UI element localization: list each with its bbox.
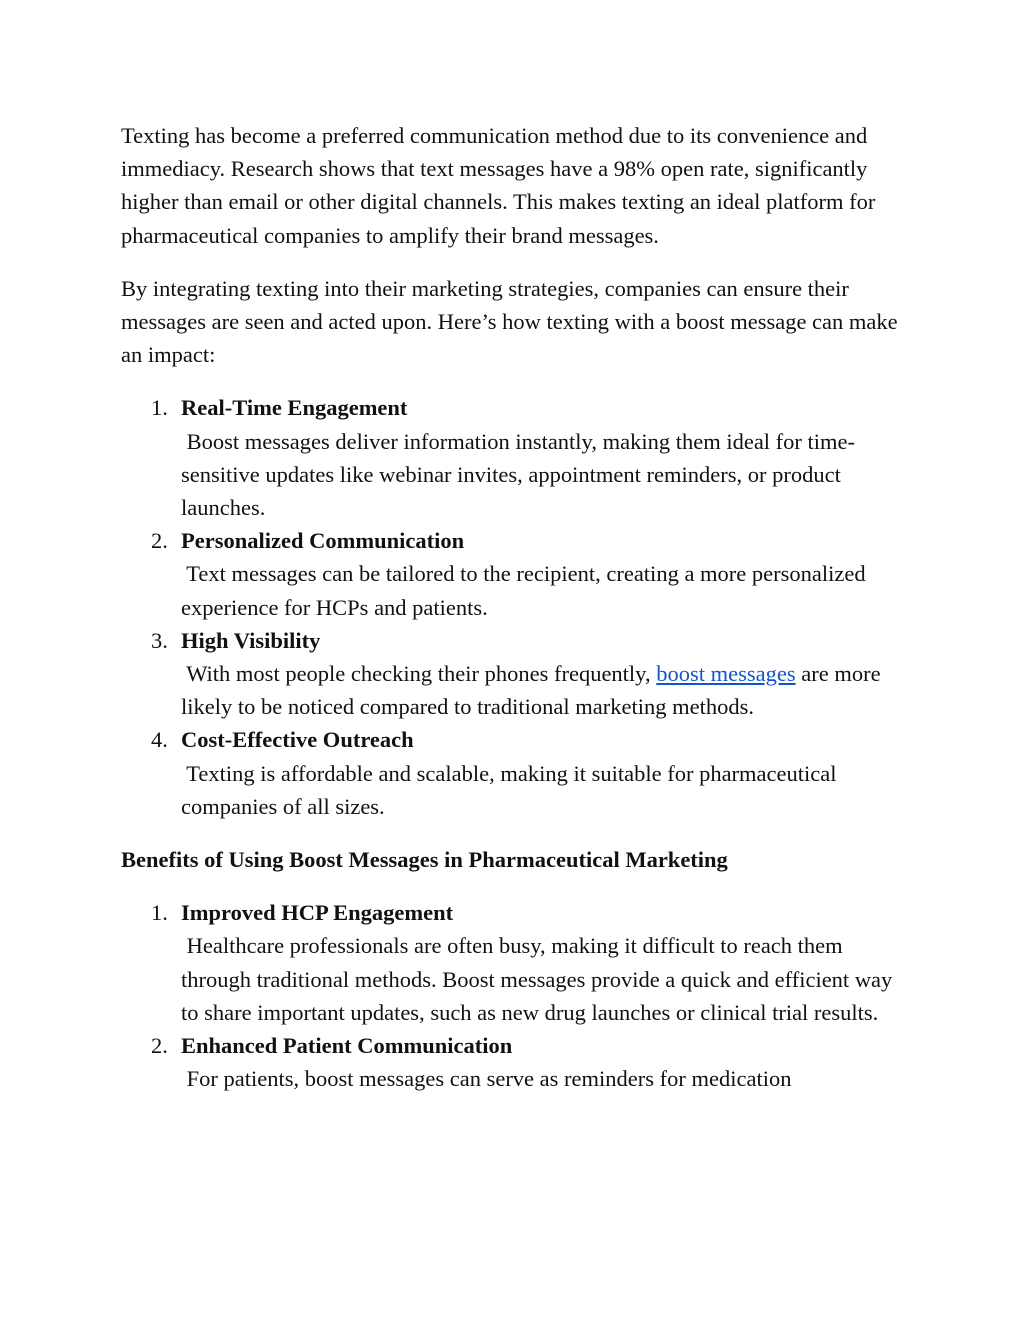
list-item [121,723,911,823]
list-item-text: are more likely to be noticed compared to traditional marketing methods. [181,661,881,720]
list-item-text: For patients, boost messages can serve as reminders for medication [186,1066,792,1092]
list-item-text: With most people checking their phones frequently, [186,661,657,687]
list-item-title: Cost-Effective Outreach [181,727,414,753]
list-item [121,524,911,624]
list-item-body [181,557,911,623]
list-item-body [181,1062,911,1095]
list-item [121,391,911,524]
list-number: 3. [151,627,168,653]
list-item-title: Improved HCP Engagement [181,900,454,926]
impact-list [121,391,911,823]
list-item-title: Personalized Communication [181,528,465,554]
list-number: 1. [151,395,168,421]
list-item-body [181,929,911,1029]
list-item-body [181,425,911,525]
list-number: 2. [151,528,168,554]
list-number: 2. [151,1033,168,1059]
list-item-body [181,757,911,823]
list-item-body [181,657,911,723]
list-item-text: Texting is affordable and scalable, making it suitable for pharmaceutical companies of all sizes. [181,760,837,819]
list-item-title: Enhanced Patient Communication [181,1033,513,1059]
intro-paragraph: By integrating texting into their marketing strategies, companies can ensure their messages are seen and acted upon. Here’s how texting with a boost message can make an impact: [121,275,898,368]
list-item-text: Boost messages deliver information instantly, making them ideal for time-sensitive updates like webinar invites, appointment reminders, or product launches. [181,428,856,521]
list-item-title: High Visibility [181,627,321,653]
list-item-title: Real-Time Engagement [181,395,408,421]
section-heading: Benefits of Using Boost Messages in Pharmaceutical Marketing [121,847,728,873]
intro-paragraph: Texting has become a preferred communication method due to its convenience and immediacy. Research shows that text messages have a 98% open rate, significantly higher than email or other digital channels. This makes texting an ideal platform for pharmaceutical companies to amplify their brand messages. [121,123,876,248]
list-number: 4. [151,727,168,753]
document-page [121,119,911,1115]
list-item [121,1029,911,1095]
list-item-text: Text messages can be tailored to the recipient, creating a more personalized experience for HCPs and patients. [181,561,866,620]
list-number: 1. [151,900,168,926]
list-item [121,624,911,724]
benefits-list [121,896,911,1095]
boost-messages-link[interactable]: boost messages [656,661,796,687]
list-item-text: Healthcare professionals are often busy, making it difficult to reach them through traditional methods. Boost messages provide a quick and efficient way to share important updates, such as new drug launches or clinical trial results. [181,933,893,1025]
list-item [121,896,911,1029]
